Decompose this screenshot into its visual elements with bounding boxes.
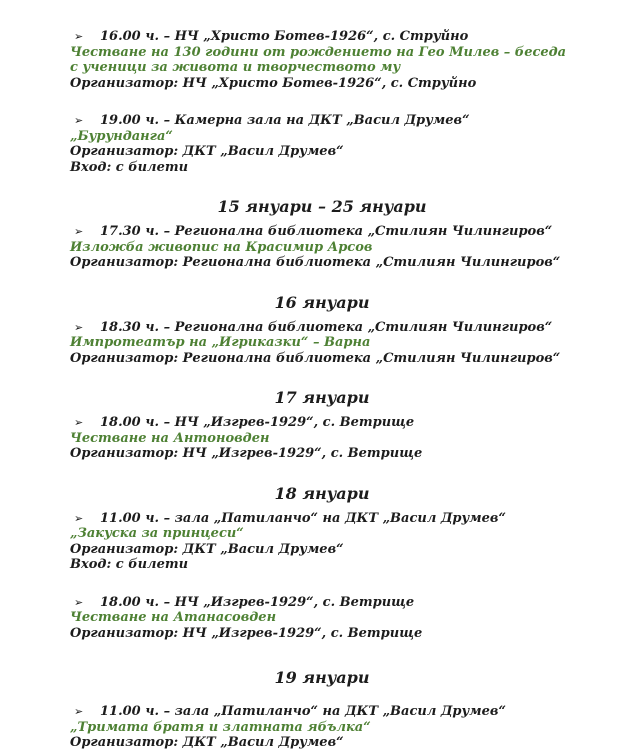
event-item — [70, 320, 574, 367]
event-admission: Вход: с билети — [70, 159, 189, 175]
arrow-bullet-icon: ➢ — [74, 114, 84, 127]
arrow-bullet-icon: ➢ — [74, 320, 84, 334]
event-time-venue: 18.00 ч. – НЧ „Изгрев-1929“, с. Ветрище — [100, 415, 415, 430]
event-time-line — [70, 320, 574, 336]
event-time-venue: 11.00 ч. – зала „Патиланчо“ на ДКТ „Васил Друмев“ — [100, 510, 506, 526]
event-organizer: Организатор: НЧ „Изгрев-1929“, с. Ветрище — [70, 625, 423, 641]
event-description: Изложба живопис на Красимир Арсов — [70, 239, 373, 255]
event-time-line — [70, 704, 574, 720]
event-time-venue: 18.00 ч. – НЧ „Изгрев-1929“, с. Ветрище — [100, 594, 415, 610]
event-time-venue: 17.30 ч. – Регионална библиотека „Стилиян Чилингиров“ — [100, 224, 553, 239]
date-heading: 18 януари — [274, 483, 370, 503]
event-description: Честване на Антоновден — [70, 430, 270, 446]
event-time-line — [70, 113, 574, 129]
event-organizer: Организатор: Регионална библиотека „Стилиян Чилингиров“ — [70, 350, 561, 366]
event-time-line — [70, 29, 574, 45]
date-heading: 19 януари — [274, 668, 370, 687]
event-group — [70, 388, 574, 462]
arrow-bullet-icon: ➢ — [74, 595, 84, 609]
event-time-line — [70, 511, 574, 527]
arrow-bullet-icon: ➢ — [74, 225, 84, 238]
arrow-bullet-icon: ➢ — [74, 416, 84, 429]
event-description: „Тримата братя и златната ябълка“ — [70, 719, 371, 735]
event-group — [70, 668, 574, 751]
event-item — [70, 511, 574, 573]
event-time-line — [70, 595, 574, 611]
event-organizer: Организатор: ДКТ „Васил Друмев“ — [70, 144, 344, 159]
date-heading: 17 януари — [274, 388, 370, 407]
event-description: Импротеатър на „Игриказки“ – Варна — [70, 335, 371, 350]
event-item — [70, 29, 574, 91]
event-item — [70, 704, 574, 751]
event-group — [70, 484, 574, 642]
arrow-bullet-icon: ➢ — [74, 511, 84, 525]
event-admission: Вход: с билети — [70, 557, 189, 572]
event-organizer: Организатор: Регионална библиотека „Стилиян Чилингиров“ — [70, 255, 561, 270]
event-group — [70, 293, 574, 367]
event-description: Честване на 130 години от рождението на Гео Милев – беседа с ученици за живота и творчеството му — [70, 44, 567, 75]
event-description: „Закуска за принцеси“ — [70, 526, 244, 541]
event-item — [70, 224, 574, 271]
event-organizer: Организатор: НЧ „Изгрев-1929“, с. Ветрище — [70, 446, 423, 461]
event-time-venue: 11.00 ч. – зала „Патиланчо“ на ДКТ „Васил Друмев“ — [100, 704, 506, 719]
event-time-line — [70, 224, 574, 240]
event-organizer: Организатор: НЧ „Христо Ботев-1926“, с. Струйно — [70, 75, 477, 91]
event-item — [70, 415, 574, 462]
event-time-line — [70, 415, 574, 431]
event-item — [70, 595, 574, 642]
event-description: „Бурунданга“ — [70, 128, 173, 144]
event-description: Честване на Атанасовден — [70, 610, 277, 625]
event-item — [70, 113, 574, 175]
date-heading: 15 януари – 25 януари — [217, 197, 427, 216]
event-group — [70, 197, 574, 271]
event-group — [70, 29, 574, 175]
arrow-bullet-icon: ➢ — [74, 705, 84, 718]
event-time-venue: 18.30 ч. – Регионална библиотека „Стилиян Чилингиров“ — [100, 319, 553, 335]
date-heading: 16 януари — [274, 292, 370, 312]
event-organizer: Организатор: ДКТ „Васил Друмев“ — [70, 541, 344, 557]
event-organizer: Организатор: ДКТ „Васил Друмев“ — [70, 735, 344, 750]
arrow-bullet-icon: ➢ — [74, 30, 84, 43]
event-time-venue: 16.00 ч. – НЧ „Христо Ботев-1926“, с. Струйно — [100, 29, 469, 44]
event-time-venue: 19.00 ч. – Камерна зала на ДКТ „Васил Друмев“ — [100, 113, 470, 128]
